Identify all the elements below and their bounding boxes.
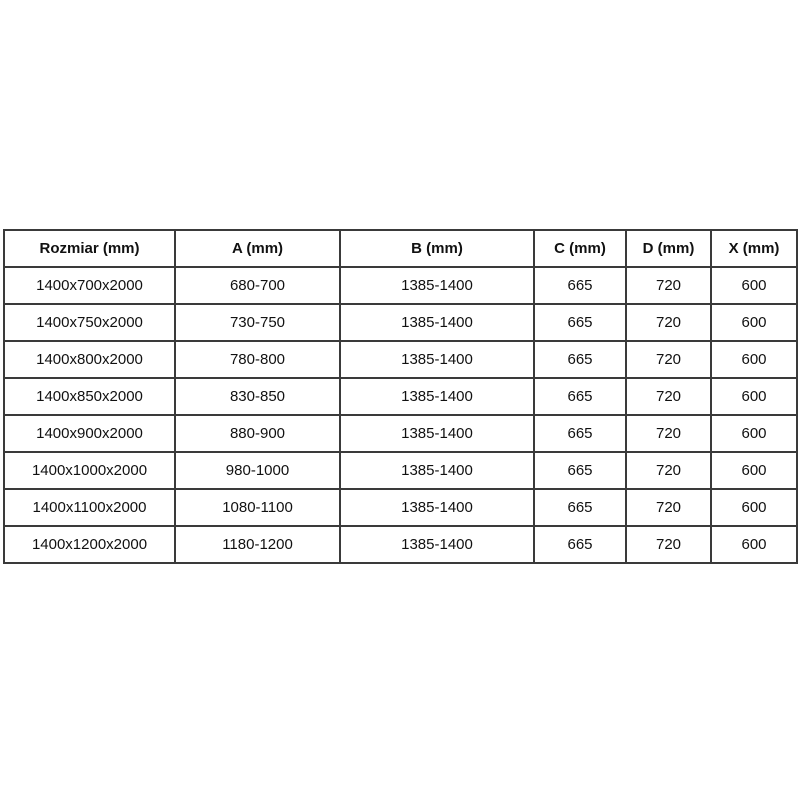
cell-d: 720 (626, 378, 711, 415)
cell-rozmiar: 1400x800x2000 (4, 341, 175, 378)
table-row (4, 378, 797, 415)
cell-x: 600 (711, 415, 797, 452)
cell-x: 600 (711, 304, 797, 341)
cell-x: 600 (711, 341, 797, 378)
cell-rozmiar: 1400x700x2000 (4, 267, 175, 304)
cell-a: 1080-1100 (175, 489, 340, 526)
cell-d: 720 (626, 489, 711, 526)
cell-x: 600 (711, 267, 797, 304)
cell-c: 665 (534, 452, 626, 489)
header-cell-b: B (mm) (340, 230, 534, 267)
table-row (4, 267, 797, 304)
header-cell-a: A (mm) (175, 230, 340, 267)
cell-x: 600 (711, 526, 797, 563)
cell-a: 1180-1200 (175, 526, 340, 563)
table-row (4, 489, 797, 526)
cell-b: 1385-1400 (340, 341, 534, 378)
cell-rozmiar: 1400x1200x2000 (4, 526, 175, 563)
cell-b: 1385-1400 (340, 452, 534, 489)
cell-d: 720 (626, 415, 711, 452)
cell-a: 780-800 (175, 341, 340, 378)
header-cell-d: D (mm) (626, 230, 711, 267)
cell-c: 665 (534, 378, 626, 415)
cell-b: 1385-1400 (340, 378, 534, 415)
table-row (4, 526, 797, 563)
cell-c: 665 (534, 489, 626, 526)
cell-c: 665 (534, 415, 626, 452)
cell-a: 980-1000 (175, 452, 340, 489)
cell-x: 600 (711, 378, 797, 415)
cell-b: 1385-1400 (340, 304, 534, 341)
cell-a: 680-700 (175, 267, 340, 304)
cell-d: 720 (626, 304, 711, 341)
cell-b: 1385-1400 (340, 415, 534, 452)
cell-c: 665 (534, 341, 626, 378)
cell-d: 720 (626, 452, 711, 489)
cell-x: 600 (711, 452, 797, 489)
cell-a: 830-850 (175, 378, 340, 415)
cell-c: 665 (534, 267, 626, 304)
cell-d: 720 (626, 267, 711, 304)
cell-a: 880-900 (175, 415, 340, 452)
table-row (4, 452, 797, 489)
cell-rozmiar: 1400x1100x2000 (4, 489, 175, 526)
cell-b: 1385-1400 (340, 526, 534, 563)
header-cell-rozmiar: Rozmiar (mm) (4, 230, 175, 267)
spec-table (3, 229, 798, 564)
cell-x: 600 (711, 489, 797, 526)
cell-a: 730-750 (175, 304, 340, 341)
cell-b: 1385-1400 (340, 489, 534, 526)
header-cell-c: C (mm) (534, 230, 626, 267)
cell-rozmiar: 1400x750x2000 (4, 304, 175, 341)
table-row (4, 341, 797, 378)
table-header-row (4, 230, 797, 267)
cell-d: 720 (626, 341, 711, 378)
table-row (4, 415, 797, 452)
cell-c: 665 (534, 304, 626, 341)
cell-c: 665 (534, 526, 626, 563)
header-cell-x: X (mm) (711, 230, 797, 267)
cell-rozmiar: 1400x1000x2000 (4, 452, 175, 489)
cell-b: 1385-1400 (340, 267, 534, 304)
cell-rozmiar: 1400x900x2000 (4, 415, 175, 452)
table-row (4, 304, 797, 341)
cell-d: 720 (626, 526, 711, 563)
cell-rozmiar: 1400x850x2000 (4, 378, 175, 415)
